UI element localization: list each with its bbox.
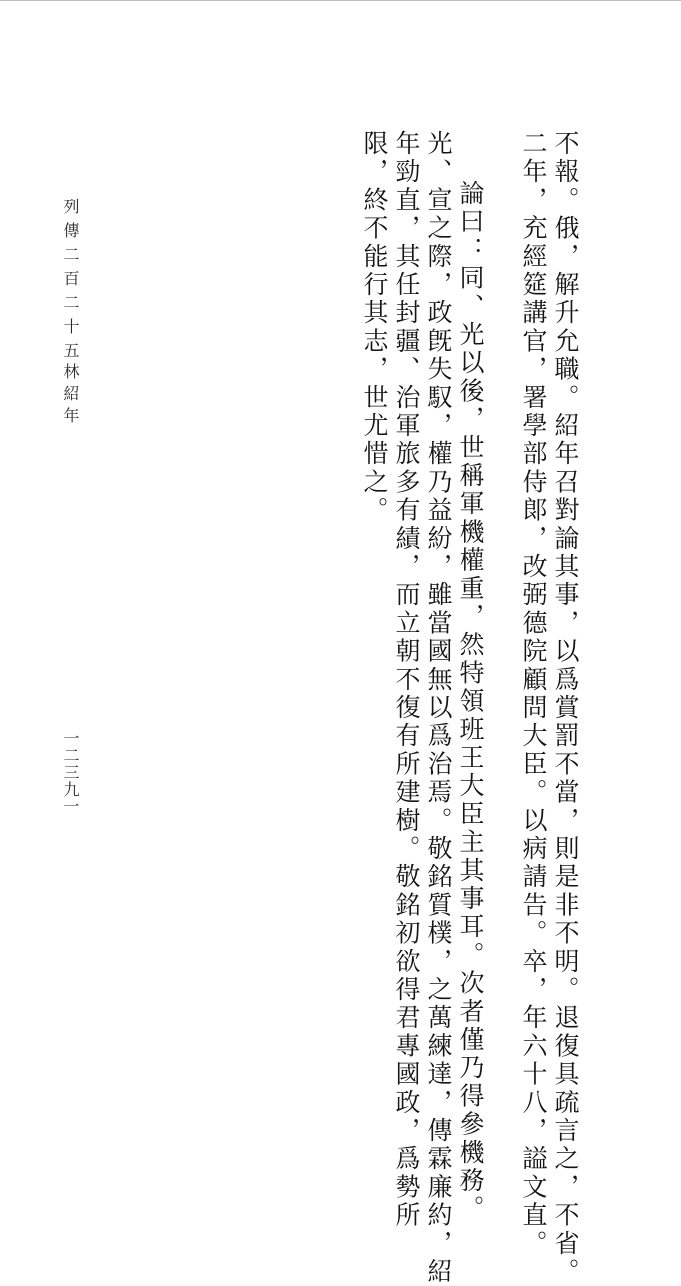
text-column-2: 二年，充經筵講官，署學部侍郞，改弼德院顧問大臣。以病請告。卒，年六十八，謚文直。	[519, 130, 548, 1258]
margin-chapter-title: 列傳二百二十五	[61, 198, 80, 366]
margin-page-number: 一二三九一	[61, 730, 80, 815]
text-column-1: 不報。俄，解升允職。紹年召對論其事，以爲賞罰不當，則是非不明。退復具疏言之，不省。	[551, 130, 580, 1286]
text-column-3-commentary: 論曰：同、光以後，世稱軍機權重，然特領班王大臣主其事耳。次者僅乃得參機務。	[456, 180, 485, 1224]
text-column-5: 年勁直，其任封疆、治軍旅多有績，而立朝不復有所建樹。敬銘初欲得君專國政，爲勢所	[392, 130, 421, 1230]
text-column-6: 限，終不能行其志，世尤惜之。	[360, 130, 389, 525]
text-column-4: 光、宣之際，政旣失馭，權乃益紛，雖當國無以爲治焉。敬銘質樸，之萬練達，傳霖廉約，紹	[424, 130, 453, 1286]
page-top-edge	[0, 0, 681, 10]
margin-person-name: 林紹年	[61, 363, 80, 429]
